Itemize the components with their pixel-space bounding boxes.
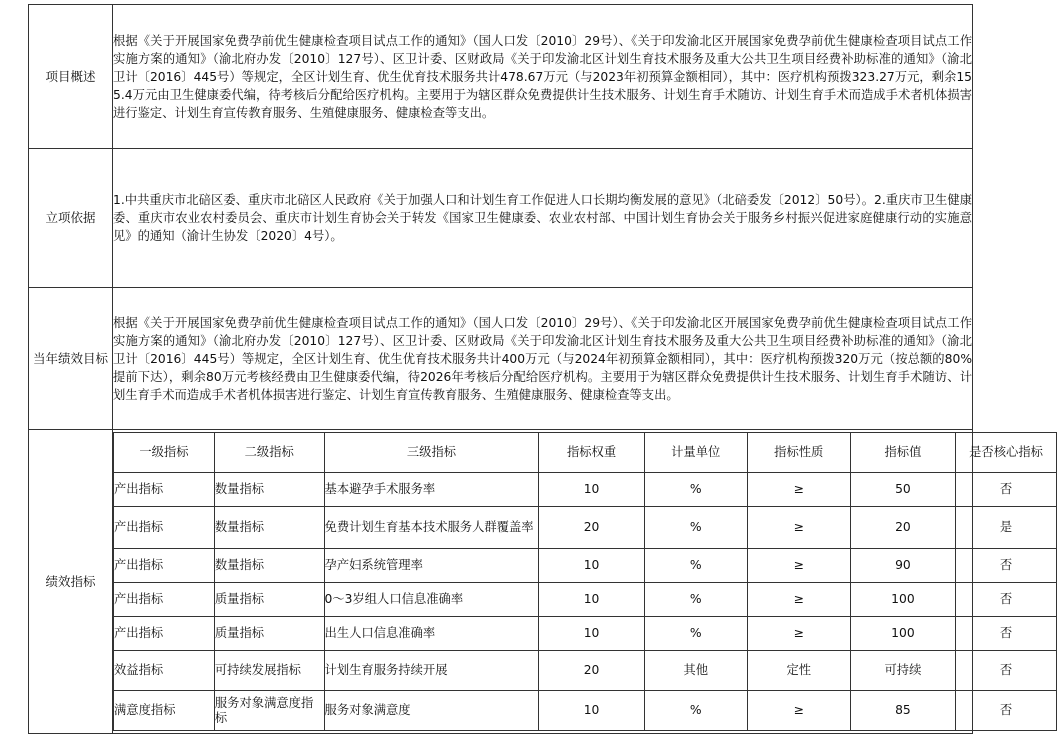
nature-cell: ≥ (747, 691, 850, 731)
value-cell: 85 (850, 691, 955, 731)
level1-cell: 产出指标 (114, 507, 215, 549)
indicators-label: 绩效指标 (29, 430, 113, 734)
unit-cell: % (644, 617, 747, 651)
level3-cell: 孕产妇系统管理率 (324, 549, 539, 583)
target-text: 根据《关于开展国家免费孕前优生健康检查项目试点工作的通知》（国人口发〔2010〕29号）、《关于印发渝北区开展国家免费孕前优生健康检查项目试点工作实施方案的通知》（渝北府办发〔2010〕127号）、区卫计委、区财政局《关于印发渝北区计划生育技术服务及重大公共卫生项目经费补助标准的通知》（渝北卫计〔2016〕445号）等规定，全区计划生育、优生优育技术服务共计400万元（与2024年初预算金额相同），其中：医疗机构预拨320万元（按总额的80%提前下达），剩余80万元考核经费由卫生健康委代编，待2026年考核后分配给医疗机构。主要用于为辖区群众免费提供计生技术服务、计划生育手术随访、计划生育手术而造成手术者机体损害进行鉴定、计划生育宣传教育服务、生殖健康服务、健康检查等支出。 (113, 288, 973, 430)
unit-cell: % (644, 549, 747, 583)
overview-text: 根据《关于开展国家免费孕前优生健康检查项目试点工作的通知》（国人口发〔2010〕29号）、《关于印发渝北区开展国家免费孕前优生健康检查项目试点工作实施方案的通知》（渝北府办发〔2010〕127号）、区卫计委、区财政局《关于印发渝北区计划生育技术服务及重大公共卫生项目经费补助标准的通知》（渝北卫计〔2016〕445号）等规定，全区计划生育、优生优育技术服务共计478.67万元（与2023年初预算金额相同），其中：医疗机构预拨323.27万元，剩余155.4万元由卫生健康委代编，待考核后分配给医疗机构。主要用于为辖区群众免费提供计生技术服务、计划生育手术随访、计划生育手术而造成手术者机体损害进行鉴定、计划生育宣传教育服务、生殖健康服务、健康检查等支出。 (113, 5, 973, 149)
indicator-row (114, 507, 1057, 549)
core-cell: 否 (956, 583, 1057, 617)
header-level3: 三级指标 (324, 433, 539, 473)
nature-cell: 定性 (747, 651, 850, 691)
unit-cell: % (644, 507, 747, 549)
header-weight: 指标权重 (539, 433, 644, 473)
value-cell: 90 (850, 549, 955, 583)
nature-cell: ≥ (747, 507, 850, 549)
level3-cell: 0～3岁组人口信息准确率 (324, 583, 539, 617)
level3-cell: 计划生育服务持续开展 (324, 651, 539, 691)
indicator-row (114, 583, 1057, 617)
header-nature: 指标性质 (747, 433, 850, 473)
weight-cell: 20 (539, 507, 644, 549)
header-level2: 二级指标 (214, 433, 324, 473)
indicators-table (113, 432, 1057, 731)
core-cell: 否 (956, 691, 1057, 731)
indicators-cell (113, 430, 1043, 734)
core-cell: 否 (956, 617, 1057, 651)
weight-cell: 10 (539, 583, 644, 617)
target-row (29, 288, 973, 430)
indicator-row (114, 473, 1057, 507)
project-info-table (28, 4, 1043, 733)
weight-cell: 10 (539, 549, 644, 583)
level2-cell: 质量指标 (214, 617, 324, 651)
nature-cell: ≥ (747, 473, 850, 507)
value-cell: 100 (850, 583, 955, 617)
header-value: 指标值 (850, 433, 955, 473)
level3-cell: 免费计划生育基本技术服务人群覆盖率 (324, 507, 539, 549)
level2-cell: 数量指标 (214, 473, 324, 507)
level2-cell: 服务对象满意度指标 (214, 691, 324, 731)
level3-cell: 服务对象满意度 (324, 691, 539, 731)
nature-cell: ≥ (747, 549, 850, 583)
core-cell: 否 (956, 549, 1057, 583)
indicator-row (114, 651, 1057, 691)
unit-cell: 其他 (644, 651, 747, 691)
core-cell: 否 (956, 651, 1057, 691)
value-cell: 20 (850, 507, 955, 549)
overview-label: 项目概述 (29, 5, 113, 149)
weight-cell: 10 (539, 691, 644, 731)
header-unit: 计量单位 (644, 433, 747, 473)
indicators-body (114, 433, 1057, 731)
level1-cell: 产出指标 (114, 549, 215, 583)
core-cell: 是 (956, 507, 1057, 549)
indicator-row (114, 617, 1057, 651)
outer-table (28, 4, 1043, 734)
level2-cell: 数量指标 (214, 507, 324, 549)
level2-cell: 质量指标 (214, 583, 324, 617)
unit-cell: % (644, 473, 747, 507)
unit-cell: % (644, 691, 747, 731)
value-cell: 可持续 (850, 651, 955, 691)
level1-cell: 满意度指标 (114, 691, 215, 731)
nature-cell: ≥ (747, 583, 850, 617)
indicators-row (29, 430, 973, 734)
basis-label: 立项依据 (29, 149, 113, 288)
level1-cell: 产出指标 (114, 617, 215, 651)
level2-cell: 数量指标 (214, 549, 324, 583)
level3-cell: 基本避孕手术服务率 (324, 473, 539, 507)
target-label: 当年绩效目标 (29, 288, 113, 430)
level1-cell: 产出指标 (114, 473, 215, 507)
nature-cell: ≥ (747, 617, 850, 651)
value-cell: 50 (850, 473, 955, 507)
weight-cell: 10 (539, 473, 644, 507)
weight-cell: 10 (539, 617, 644, 651)
core-cell: 否 (956, 473, 1057, 507)
level1-cell: 产出指标 (114, 583, 215, 617)
header-level1: 一级指标 (114, 433, 215, 473)
indicator-row (114, 549, 1057, 583)
basis-text: 1.中共重庆市北碚区委、重庆市北碚区人民政府《关于加强人口和计划生育工作促进人口长期均衡发展的意见》（北碚委发〔2012〕50号）。2.重庆市卫生健康委、重庆市农业农村委员会、重庆市计划生育协会关于转发《国家卫生健康委、农业农村部、中国计划生育协会关于服务乡村振兴促进家庭健康行动的实施意见》的通知（渝计生协发〔2020〕4号）。 (113, 149, 973, 288)
indicator-row (114, 691, 1057, 731)
level3-cell: 出生人口信息准确率 (324, 617, 539, 651)
level1-cell: 效益指标 (114, 651, 215, 691)
overview-row (29, 5, 973, 149)
value-cell: 100 (850, 617, 955, 651)
indicators-header-row (114, 433, 1057, 473)
header-core: 是否核心指标 (956, 433, 1057, 473)
weight-cell: 20 (539, 651, 644, 691)
basis-row (29, 149, 973, 288)
unit-cell: % (644, 583, 747, 617)
level2-cell: 可持续发展指标 (214, 651, 324, 691)
